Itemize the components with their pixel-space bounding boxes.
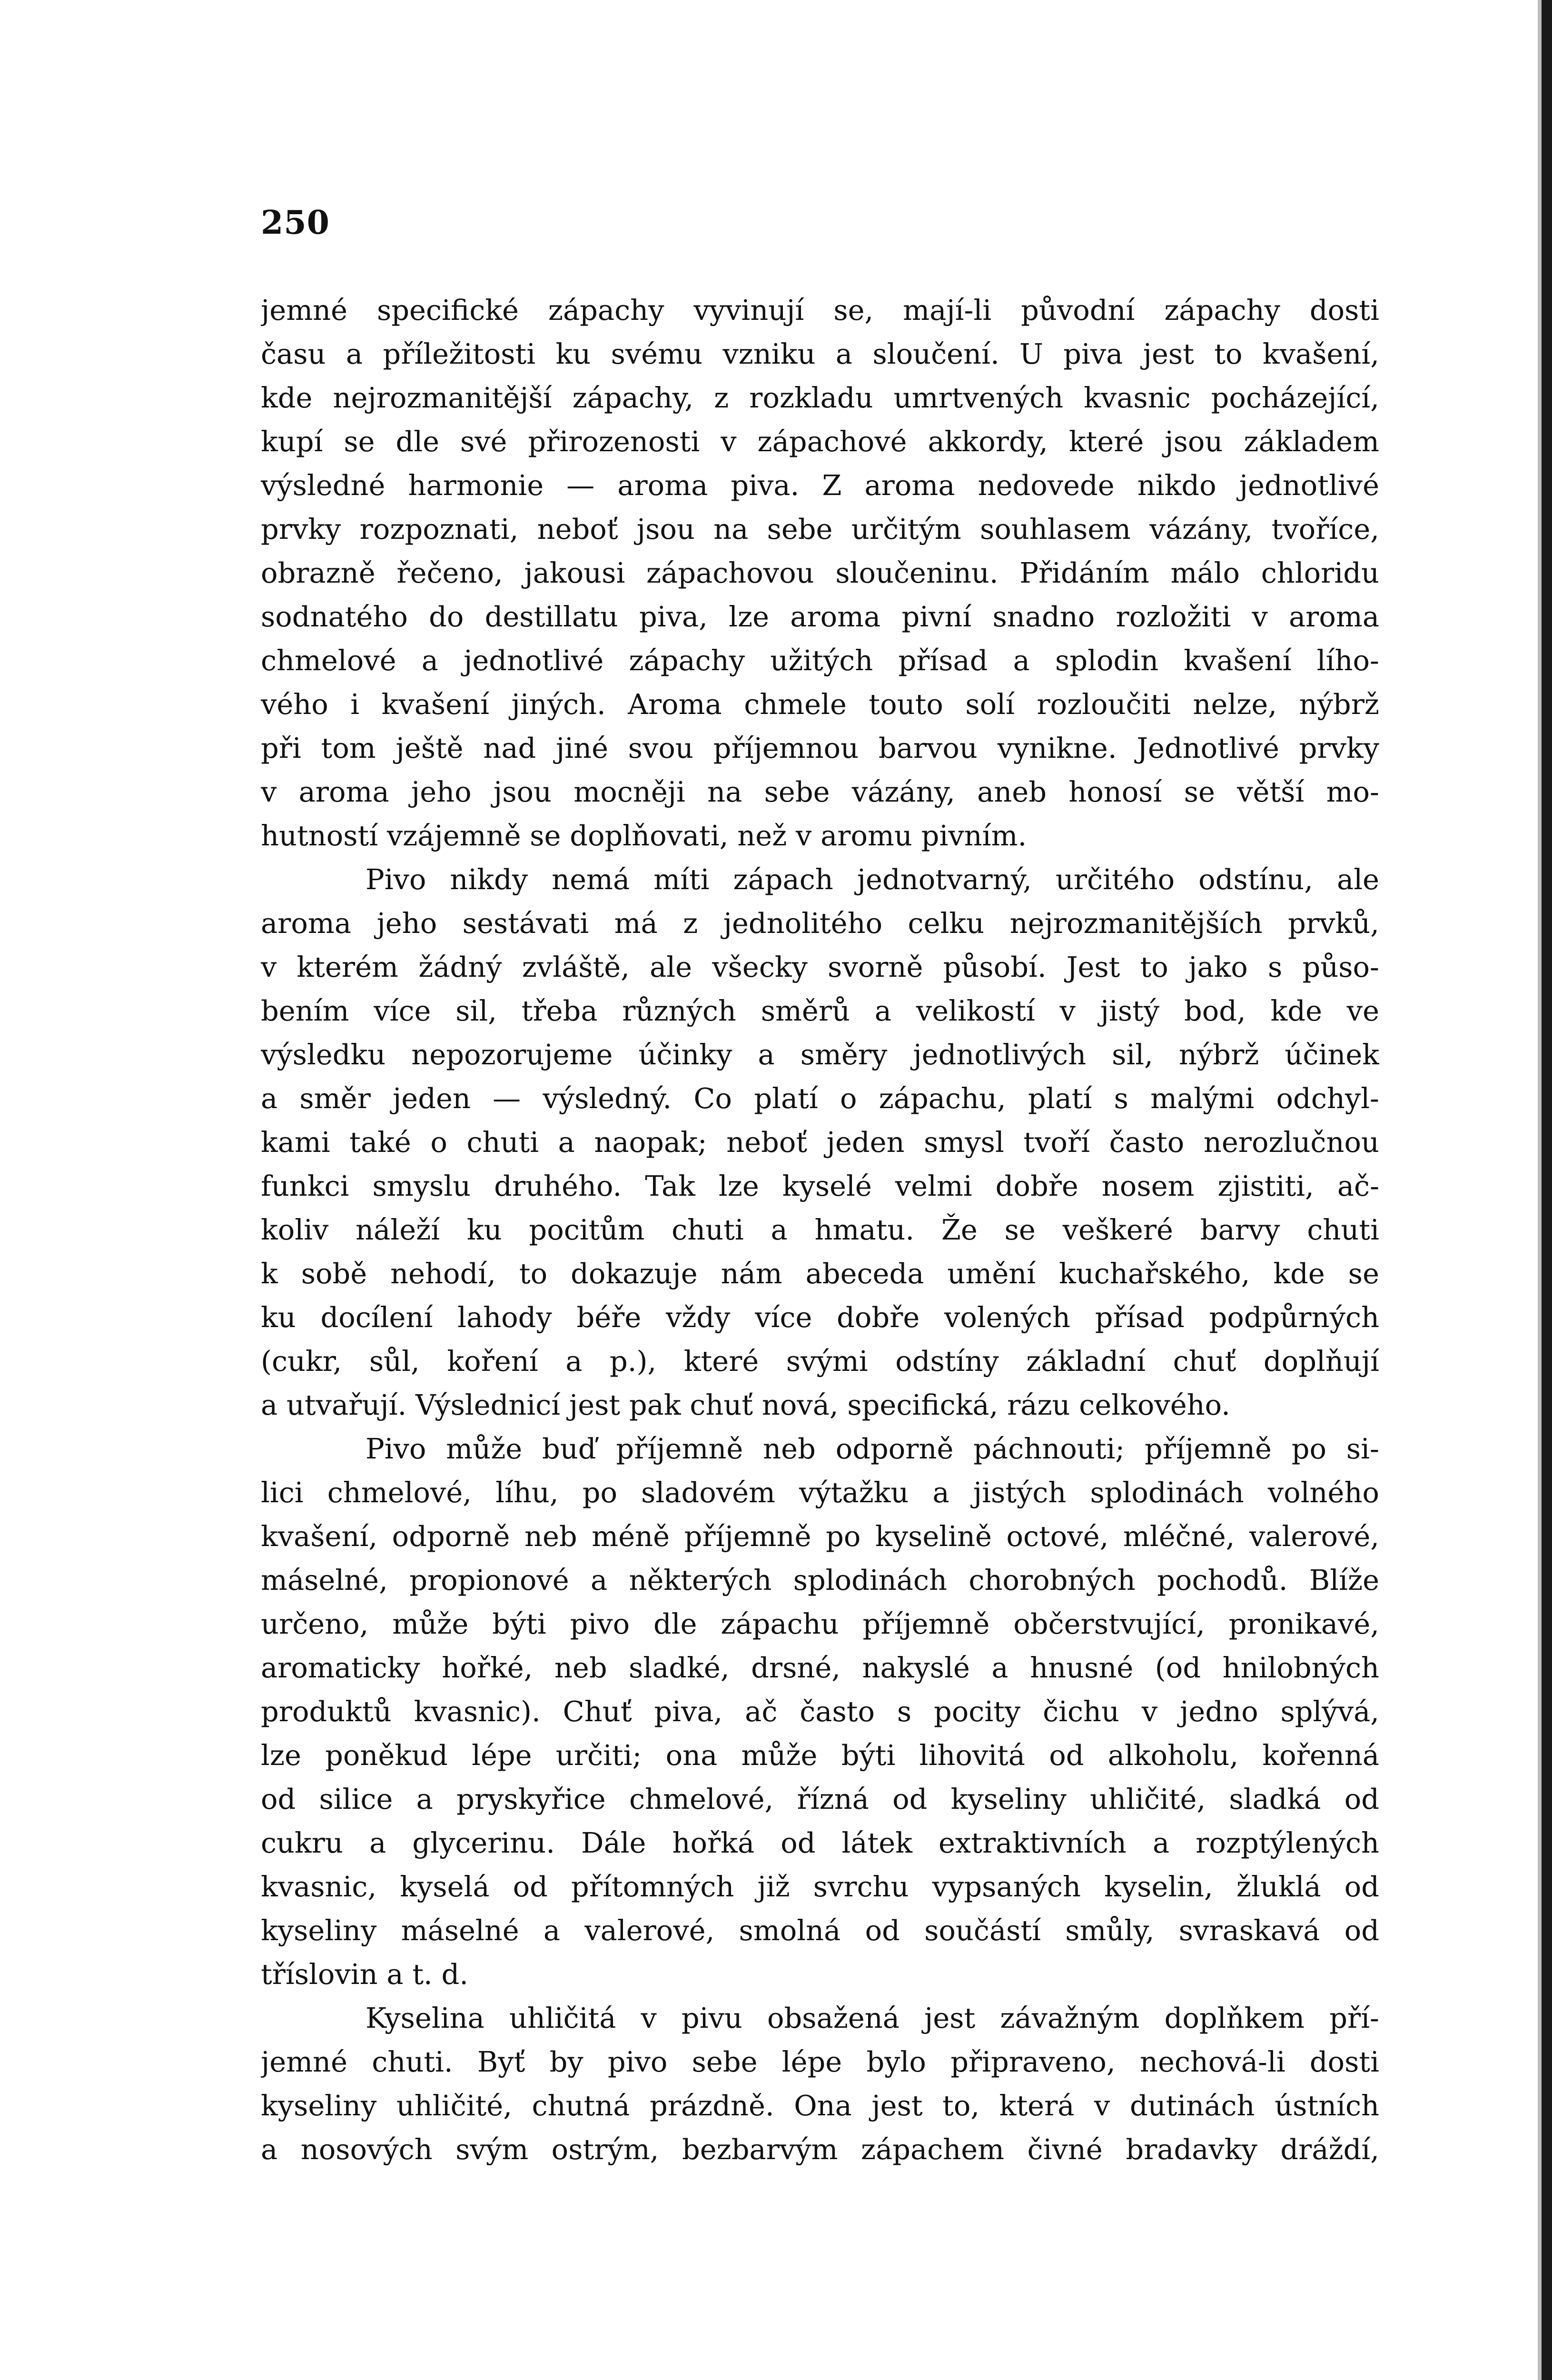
text-line: Pivo může buď příjemně neb odporně páchnouti; příjemně po si-	[366, 1432, 1379, 1465]
text-line: tříslovin a t. d.	[261, 1958, 469, 1991]
text-line: výsledné harmonie — aroma piva. Z aroma nedovede nikdo jednotlivé	[261, 469, 1379, 502]
text-line: Pivo nikdy nemá míti zápach jednotvarný, určitého odstínu, ale	[366, 863, 1379, 896]
text-line: chmelové a jednotlivé zápachy užitých přísad a splodin kvašení lího-	[261, 644, 1379, 677]
text-line: prvky rozpoznati, neboť jsou na sebe určitým souhlasem vázány, tvoříce,	[261, 513, 1379, 545]
text-line: k sobě nehodí, to dokazuje nám abeceda umění kuchařského, kde se	[261, 1257, 1379, 1290]
text-line: máselné, propionové a některých splodinách chorobných pochodů. Blíže	[261, 1564, 1379, 1597]
text-line: výsledku nepozorujeme účinky a směry jednotlivých sil, nýbrž účinek	[261, 1038, 1379, 1071]
text-line: a utvařují. Výslednicí jest pak chuť nová, specifická, rázu celkového.	[261, 1388, 1230, 1421]
text-line: lze poněkud lépe určiti; ona může býti lihovitá od alkoholu, kořenná	[261, 1739, 1379, 1772]
text-line: kvašení, odporně neb méně příjemně po kyselině octové, mléčné, valerové,	[261, 1520, 1379, 1553]
text-line: kyseliny uhličité, chutná prázdně. Ona jest to, která v dutinách ústních	[261, 2089, 1379, 2122]
text-line: bením více sil, třeba různých směrů a velikostí v jistý bod, kde ve	[261, 994, 1379, 1027]
text-line: hutností vzájemně se doplňovati, než v aromu pivním.	[261, 819, 1027, 852]
page-edge	[1542, 0, 1552, 2380]
page-edge-shadow	[1538, 0, 1542, 2380]
text-line: ku docílení lahody béře vždy více dobře volených přísad podpůrných	[261, 1301, 1379, 1334]
text-line: určeno, může býti pivo dle zápachu příjemně občerstvující, pronikavé,	[261, 1607, 1379, 1640]
text-line: kupí se dle své přirozenosti v zápachové akkordy, které jsou základem	[261, 425, 1379, 458]
text-line: lici chmelové, líhu, po sladovém výtažku a jistých splodinách volného	[261, 1476, 1379, 1509]
text-line: cukru a glycerinu. Dále hořká od látek extraktivních a rozptýlených	[261, 1826, 1379, 1859]
text-line: jemné chuti. Byť by pivo sebe lépe bylo připraveno, nechová-li dosti	[261, 2045, 1379, 2078]
page-number: 250	[261, 204, 330, 242]
text-line: jemné specifické zápachy vyvinují se, mají-li původní zápachy dosti	[261, 294, 1379, 327]
text-line: Kyselina uhličitá v pivu obsažená jest závažným doplňkem pří-	[366, 2002, 1379, 2034]
text-line: aromaticky hořké, neb sladké, drsné, nakyslé a hnusné (od hnilobných	[261, 1651, 1379, 1684]
text-line: kami také o chuti a naopak; neboť jeden smysl tvoří často nerozlučnou	[261, 1126, 1379, 1159]
text-line: kyseliny máselné a valerové, smolná od součástí smůly, svraskavá od	[261, 1914, 1379, 1947]
text-line: produktů kvasnic). Chuť piva, ač často s pocity čichu v jedno splývá,	[261, 1695, 1379, 1728]
text-line: sodnatého do destillatu piva, lze aroma pivní snadno rozložiti v aroma	[261, 600, 1379, 633]
text-line: a nosových svým ostrým, bezbarvým zápachem čivné bradavky dráždí,	[261, 2133, 1379, 2166]
text-line: koliv náleží ku pocitům chuti a hmatu. Že se veškeré barvy chuti	[261, 1213, 1379, 1246]
text-line: od silice a pryskyřice chmelové, řízná od kyseliny uhličité, sladká od	[261, 1783, 1379, 1815]
body-text	[261, 288, 1379, 2172]
text-line: a směr jeden — výsledný. Co platí o zápachu, platí s malými odchyl-	[261, 1082, 1379, 1115]
text-line: v aroma jeho jsou mocněji na sebe vázány, aneb honosí se větší mo-	[261, 775, 1379, 808]
text-line: času a příležitosti ku svému vzniku a sloučení. U piva jest to kvašení,	[261, 337, 1379, 370]
text-line: (cukr, sůl, koření a p.), které svými odstíny základní chuť doplňují	[261, 1345, 1379, 1378]
text-line: kvasnic, kyselá od přítomných již svrchu vypsaných kyselin, žluklá od	[261, 1870, 1379, 1903]
text-line: kde nejrozmanitější zápachy, z rozkladu umrtvených kvasnic pocházející,	[261, 381, 1379, 414]
text-line: obrazně řečeno, jakousi zápachovou sloučeninu. Přidáním málo chloridu	[261, 556, 1379, 589]
text-line: vého i kvašení jiných. Aroma chmele touto solí rozloučiti nelze, nýbrž	[261, 688, 1379, 721]
text-line: aroma jeho sestávati má z jednolitého celku nejrozmanitějších prvků,	[261, 907, 1379, 940]
text-line: v kterém žádný zvláště, ale všecky svorně působí. Jest to jako s půso-	[261, 951, 1379, 983]
text-line: funkci smyslu druhého. Tak lze kyselé velmi dobře nosem zjistiti, ač-	[261, 1170, 1379, 1202]
text-line: při tom ještě nad jiné svou příjemnou barvou vynikne. Jednotlivé prvky	[261, 732, 1379, 764]
